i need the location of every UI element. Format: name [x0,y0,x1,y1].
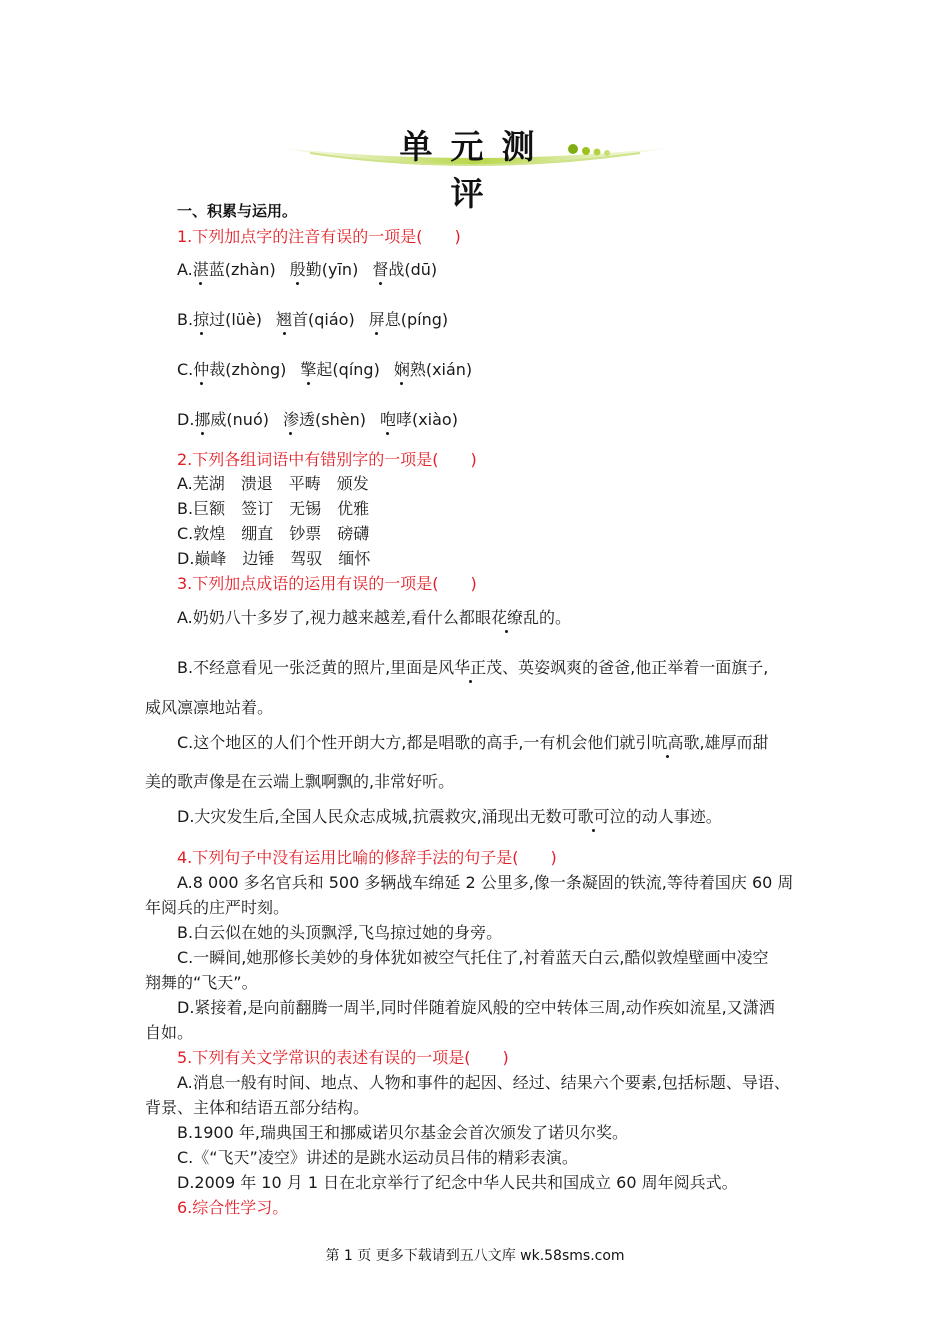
question-5-title: 5.下列有关文学常识的表述有误的一项是( ) [177,1048,509,1067]
q5-option-a-cont: 背景、主体和结语五部分结构。 [145,1098,370,1117]
q4-option-c-cont: 翔舞的“飞天”。 [145,973,258,992]
section-heading: 一、积累与运用。 [177,202,298,220]
question-4-title: 4.下列句子中没有运用比喻的修辞手法的句子是( ) [177,848,557,867]
q4-option-d: D.紧接着,是向前翻腾一周半,同时伴随着旋风般的空中转体三周,动作疾如流星,又潇洒 [177,998,775,1017]
q3-option-a: A.奶奶八十多岁了,视力越来越差,看什么都眼花缭乱的。 [177,608,571,627]
title-banner [270,105,680,213]
q2-option-a: A.芜湖 溃退 平畴 颁发 [177,474,369,493]
q4-option-c: C.一瞬间,她那修长美妙的身体犹如被空气托住了,衬着蓝天白云,酷似敦煌壁画中凌空 [177,948,769,967]
q5-option-a: A.消息一般有时间、地点、人物和事件的起因、经过、结果六个要素,包括标题、导语、 [177,1073,790,1092]
q5-option-c: C.《“飞天”凌空》讲述的是跳水运动员吕伟的精彩表演。 [177,1148,578,1167]
q4-option-d-cont: 自如。 [145,1023,194,1042]
q4-option-a-cont: 年阅兵的庄严时刻。 [145,898,290,917]
q1-option-c: C.仲裁(zhòng) 擎起(qíng) 娴熟(xián) [177,360,473,379]
q3-option-b-cont: 威风凛凛地站着。 [145,698,274,717]
question-2-title: 2.下列各组词语中有错别字的一项是( ) [177,450,477,469]
q1-option-a: A.湛蓝(zhàn) 殷勤(yīn) 督战(dū) [177,260,438,279]
q3-option-b: B.不经意看见一张泛黄的照片,里面是风华正茂、英姿飒爽的爸爸,他正举着一面旗子, [177,658,769,677]
q5-option-b: B.1900 年,瑞典国王和挪威诺贝尔基金会首次颁发了诺贝尔奖。 [177,1123,628,1142]
question-3-title: 3.下列加点成语的运用有误的一项是( ) [177,574,477,593]
question-6-title: 6.综合性学习。 [177,1198,289,1217]
q4-option-a: A.8 000 多名官兵和 500 多辆战车绵延 2 公里多,像一条凝固的铁流,等待着国庆 60 周 [177,873,794,892]
q1-option-b: B.掠过(lüè) 翘首(qiáo) 屏息(píng) [177,310,449,329]
q3-option-d: D.大灾发生后,全国人民众志成城,抗震救灾,涌现出无数可歌可泣的动人事迹。 [177,807,722,826]
q2-option-d: D.巅峰 边锤 驾驭 缅怀 [177,549,371,568]
page-footer: 第 1 页 更多下载请到五八文库 wk.58sms.com [325,1248,625,1264]
q5-option-d: D.2009 年 10 月 1 日在北京举行了纪念中华人民共和国成立 60 周年阅兵式。 [177,1173,738,1192]
q4-option-b: B.白云似在她的头顶飘浮,飞鸟掠过她的身旁。 [177,923,503,942]
q1-option-d: D.挪威(nuó) 渗透(shèn) 咆哮(xiào) [177,410,458,429]
page-title: 单元测评 [399,127,553,213]
q2-option-b: B.巨额 签订 无锡 优雅 [177,499,370,518]
q3-option-c-cont: 美的歌声像是在云端上飘啊飘的,非常好听。 [145,772,455,791]
q2-option-c: C.敦煌 绷直 钞票 磅礴 [177,524,370,543]
q3-option-c: C.这个地区的人们个性开朗大方,都是唱歌的高手,一有机会他们就引吭高歌,雄厚而甜 [177,733,769,752]
question-1-title: 1.下列加点字的注音有误的一项是( ) [177,227,461,246]
